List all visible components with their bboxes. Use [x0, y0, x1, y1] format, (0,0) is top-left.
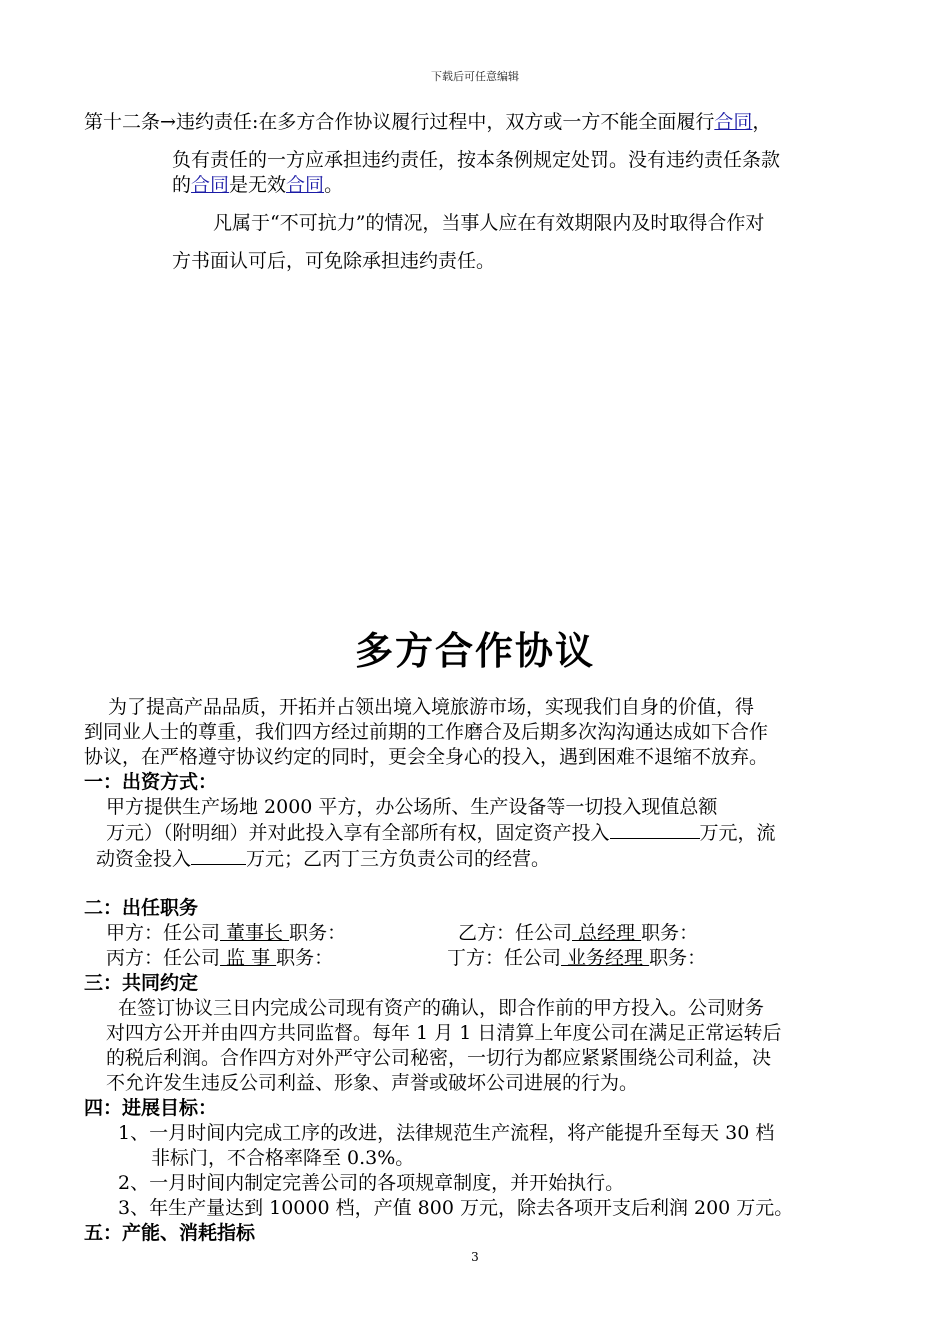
section-3-heading: 三：共同约定	[84, 972, 199, 994]
working-capital-blank	[191, 846, 246, 865]
section-3-line-1: 在签订协议三日内完成公司现有资产的确认，即合作前的甲方投入。公司财务	[118, 997, 765, 1019]
section-1-line-1: 甲方提供生产场地 2000 平方，办公场所、生产设备等一切投入现值总额	[106, 796, 718, 818]
contract-link[interactable]: 合同	[191, 174, 230, 196]
section-5-heading: 五：产能、消耗指标	[84, 1222, 256, 1244]
section-1-heading: 一：出资方式：	[84, 771, 218, 793]
article-12-line-3: 的合同是无效合同。	[172, 174, 344, 196]
section-3-line-3: 的税后利润。合作四方对外严守公司秘密，一切行为都应紧紧围绕公司利益，决	[106, 1047, 772, 1069]
page-header: 下载后可任意编辑	[431, 70, 519, 83]
section-1-line-2: 万元）（附明细）并对此投入享有全部所有权，固定资产投入 万元，流	[106, 822, 776, 844]
arrow-icon: →	[160, 111, 176, 133]
goal-item-2: 2、一月时间内制定完善公司的各项规章制度，并开始执行。	[118, 1172, 625, 1194]
section-3-line-4: 不允许发生违反公司利益、形象、声誉或破坏公司进展的行为。	[106, 1072, 639, 1094]
role-general-manager: 总经理	[572, 922, 642, 944]
goal-item-3: 3、年生产量达到 10000 档，产值 800 万元，除去各项开支后利润 200 万元。	[118, 1197, 794, 1219]
article-12-line-4: 凡属于“不可抗力”的情况，当事人应在有效期限内及时取得合作对	[213, 212, 765, 234]
article-12-line-2: 负有责任的一方应承担违约责任，按本条例规定处罚。没有违约责任条款	[172, 149, 781, 171]
role-chairman: 董事长	[220, 922, 290, 944]
goal-item-1-cont: 非标门，不合格率降至 0.3%。	[151, 1147, 415, 1169]
contract-link[interactable]: 合同	[286, 174, 325, 196]
intro-line-1: 为了提高产品品质，开拓并占领出境入境旅游市场，实现我们自身的价值，得	[108, 696, 755, 718]
section-2-row-1-right: 乙方：任公司 总经理 职务：	[458, 922, 699, 944]
role-supervisor: 监 事	[220, 947, 277, 969]
section-2-row-2-right: 丁方：任公司 业务经理 职务：	[447, 947, 707, 969]
article-12-line-5: 方书面认可后，可免除承担违约责任。	[172, 250, 496, 272]
section-3-line-2: 对四方公开并由四方共同监督。每年 1 月 1 日清算上年度公司在满足正常运转后	[106, 1022, 782, 1044]
section-4-heading: 四：进展目标：	[84, 1097, 218, 1119]
intro-line-3: 协议，在严格遵守协议约定的同时，更会全身心的投入，遇到困难不退缩不放弃。	[84, 746, 769, 768]
fixed-asset-blank	[610, 820, 700, 839]
section-2-row-2-left: 丙方：任公司 监 事 职务：	[106, 947, 334, 969]
intro-line-2: 到同业人士的尊重，我们四方经过前期的工作磨合及后期多次沟沟通达成如下合作	[84, 721, 769, 743]
page-number: 3	[471, 1250, 479, 1264]
section-2-heading: 二：出任职务	[84, 897, 199, 919]
section-1-line-3: 动资金投入 万元；乙丙丁三方负责公司的经营。	[96, 848, 551, 870]
role-business-manager: 业务经理	[561, 947, 650, 969]
document-title: 多方合作协议	[354, 628, 595, 673]
contract-link[interactable]: 合同	[714, 111, 753, 133]
goal-item-1: 1、一月时间内完成工序的改进，法律规范生产流程，将产能提升至每天 30 档	[118, 1122, 775, 1144]
article-12-line-1: 第十二条→违约责任:在多方合作协议履行过程中，双方或一方不能全面履行合同，	[84, 111, 772, 133]
section-2-row-1-left: 甲方：任公司 董事长 职务：	[106, 922, 347, 944]
